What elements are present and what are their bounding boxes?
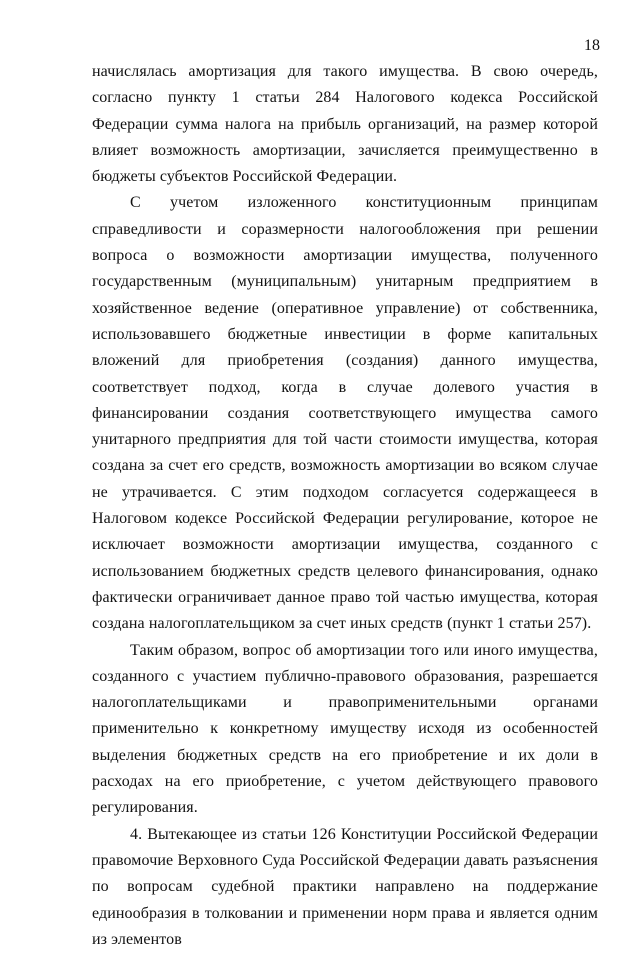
page-number: 18 bbox=[584, 37, 600, 54]
document-body bbox=[92, 59, 598, 953]
paragraph-continuation: начислялась амортизация для такого имущества. В свою очередь, согласно пункту 1 статьи 284 Налогового кодекса Российской Федерации сумма налога на прибыль организаций, на размер которой влияет возможность амортизации, зачисляется преимущественно в бюджеты субъектов Российской Федерации. bbox=[92, 63, 598, 186]
paragraph-conclusion: Таким образом, вопрос об амортизации того или иного имущества, созданного с участием публично-правового образования, разрешается налогоплательщиками и правоприменительными органами применительно к конкретному имуществу исходя из особенностей выделения бюджетных средств на его приобретение и их доли в расходах на его приобретение, с учетом действующего правового регулирования. bbox=[92, 641, 598, 817]
paragraph-amortization-approach: С учетом изложенного конституционным принципам справедливости и соразмерности налогообложения при решении вопроса о возможности амортизации имущества, полученного государственным (муниципальным) унитарным предприятием в хозяйственное ведение (оперативное управление) от собственника, использовавшего бюджетные инвестиции в форме капитальных вложений для приобретения (создания) данного имущества, соответствует подход, когда в случае долевого участия в финансировании создания соответствующего имущества самого унитарного предприятия для той части стоимости имущества, которая создана за счет его средств, возможность амортизации во всяком случае не утрачивается. С этим подходом согласуется содержащееся в Налоговом кодексе Российской Федерации регулирование, которое не исключает возможности амортизации имущества, созданного с использованием бюджетных средств целевого финансирования, однако фактически ограничивает данное право той частью имущества, которая создана налогоплательщиком за счет иных средств (пункт 1 статьи 257). bbox=[92, 194, 598, 633]
paragraph-supreme-court: 4. Вытекающее из статьи 126 Конституции Российской Федерации правомочие Верховного Суда Российской Федерации давать разъяснения по вопросам судебной практики направлено на поддержание единообразия в толковании и применении норм права и является одним из элементов bbox=[92, 825, 598, 948]
